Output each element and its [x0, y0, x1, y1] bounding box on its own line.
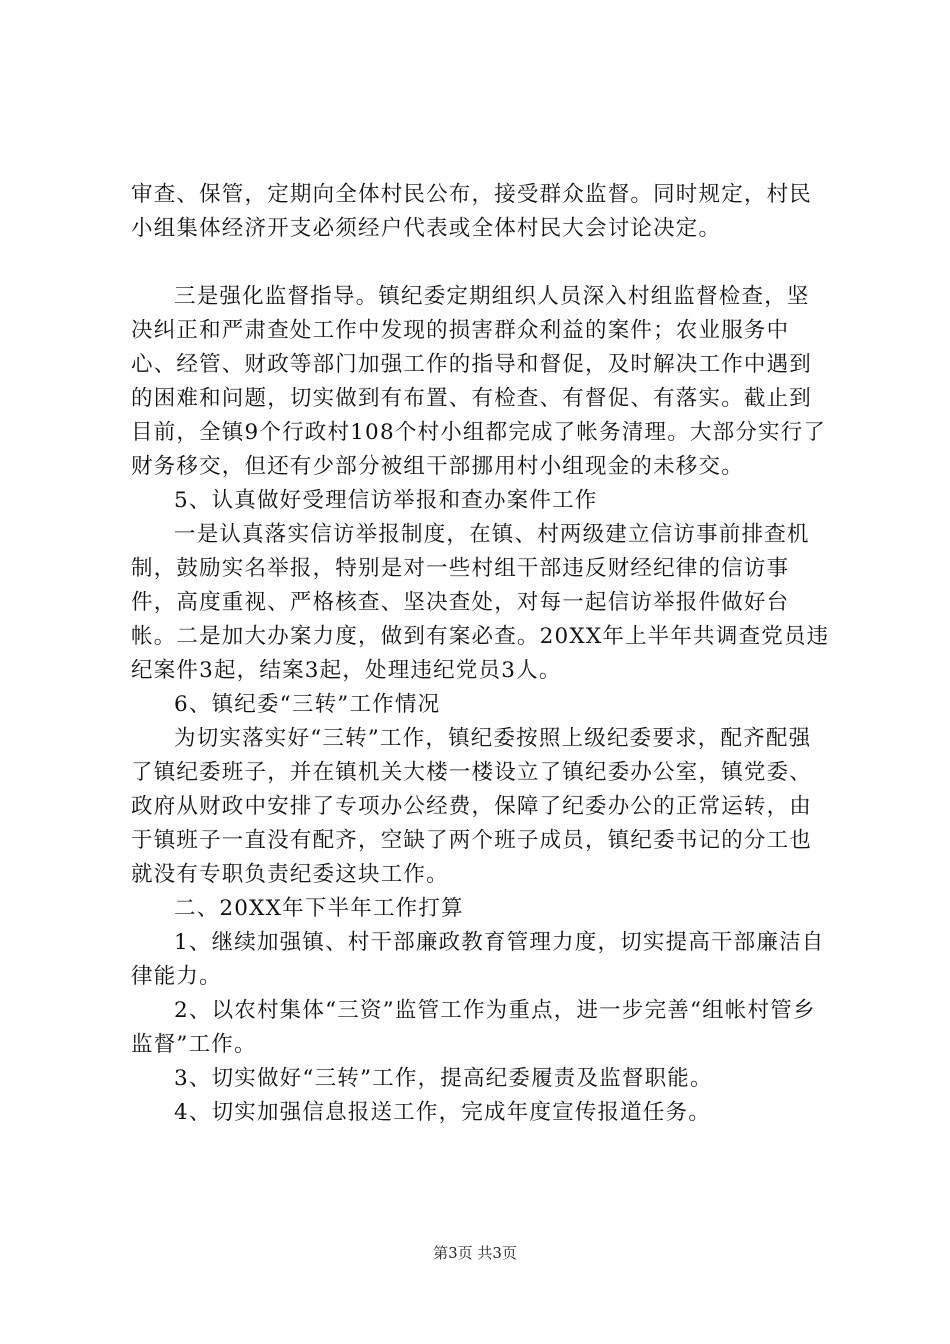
heading-petition-and-cases: 5、认真做好受理信访举报和查办案件工作: [174, 488, 598, 513]
plan-item-2: 2、以农村集体“三资”监管工作为重点，进一步完善“组帐村管乡监督”工作。: [131, 998, 816, 1057]
plan-item-3: 3、切实做好“三转”工作，提高纪委履责及监督职能。: [174, 1066, 713, 1091]
heading-second-half-plan: 二、20XX年下半年工作打算: [174, 896, 464, 921]
document-body: [131, 178, 831, 1130]
page-number-footer: 第3页 共3页: [433, 1244, 517, 1262]
heading-three-transformations: 6、镇纪委“三转”工作情况: [174, 692, 441, 717]
paragraph-petition-system: 一是认真落实信访举报制度，在镇、村两级建立信访事前排查机制，鼓励实名举报，特别是对一些村组干部违反财经纪律的信访事件，高度重视、严格核查、坚决查处，对每一起信访举报件做好台帐。二是加大办案力度，做到有案必查。20XX年上半年共调查党员违纪案件3起，结案3起，处理违纪党员3人。: [131, 522, 830, 683]
plan-item-1: 1、继续加强镇、村干部廉政教育管理力度，切实提高干部廉洁自律能力。: [131, 930, 825, 989]
paragraph-village-finance-supervision: 审查、保管，定期向全体村民公布，接受群众监督。同时规定，村民小组集体经济开支必须经户代表或全体村民大会讨论决定。: [131, 182, 813, 241]
plan-item-4: 4、切实加强信息报送工作，完成年度宣传报道任务。: [174, 1100, 711, 1125]
paragraph-strengthen-supervision: 三是强化监督指导。镇纪委定期组织人员深入村组监督检查，坚决纠正和严肃查处工作中发现的损害群众利益的案件；农业服务中心、经管、财政等部门加强工作的指导和督促，及时解决工作中遇到的困难和问题，切实做到有布置、有检查、有督促、有落实。截止到目前，全镇9个行政村108个村小组都完成了帐务清理。大部分实行了财务移交，但还有少部分被组干部挪用村小组现金的未移交。: [131, 284, 827, 479]
paragraph-three-transformations: 为切实落实好“三转”工作，镇纪委按照上级纪委要求，配齐配强了镇纪委班子，并在镇机关大楼一楼设立了镇纪委办公室，镇党委、政府从财政中安排了专项办公经费，保障了纪委办公的正常运转，由于镇班子一直没有配齐，空缺了两个班子成员，镇纪委书记的分工也就没有专职负责纪委这块工作。: [131, 726, 813, 887]
